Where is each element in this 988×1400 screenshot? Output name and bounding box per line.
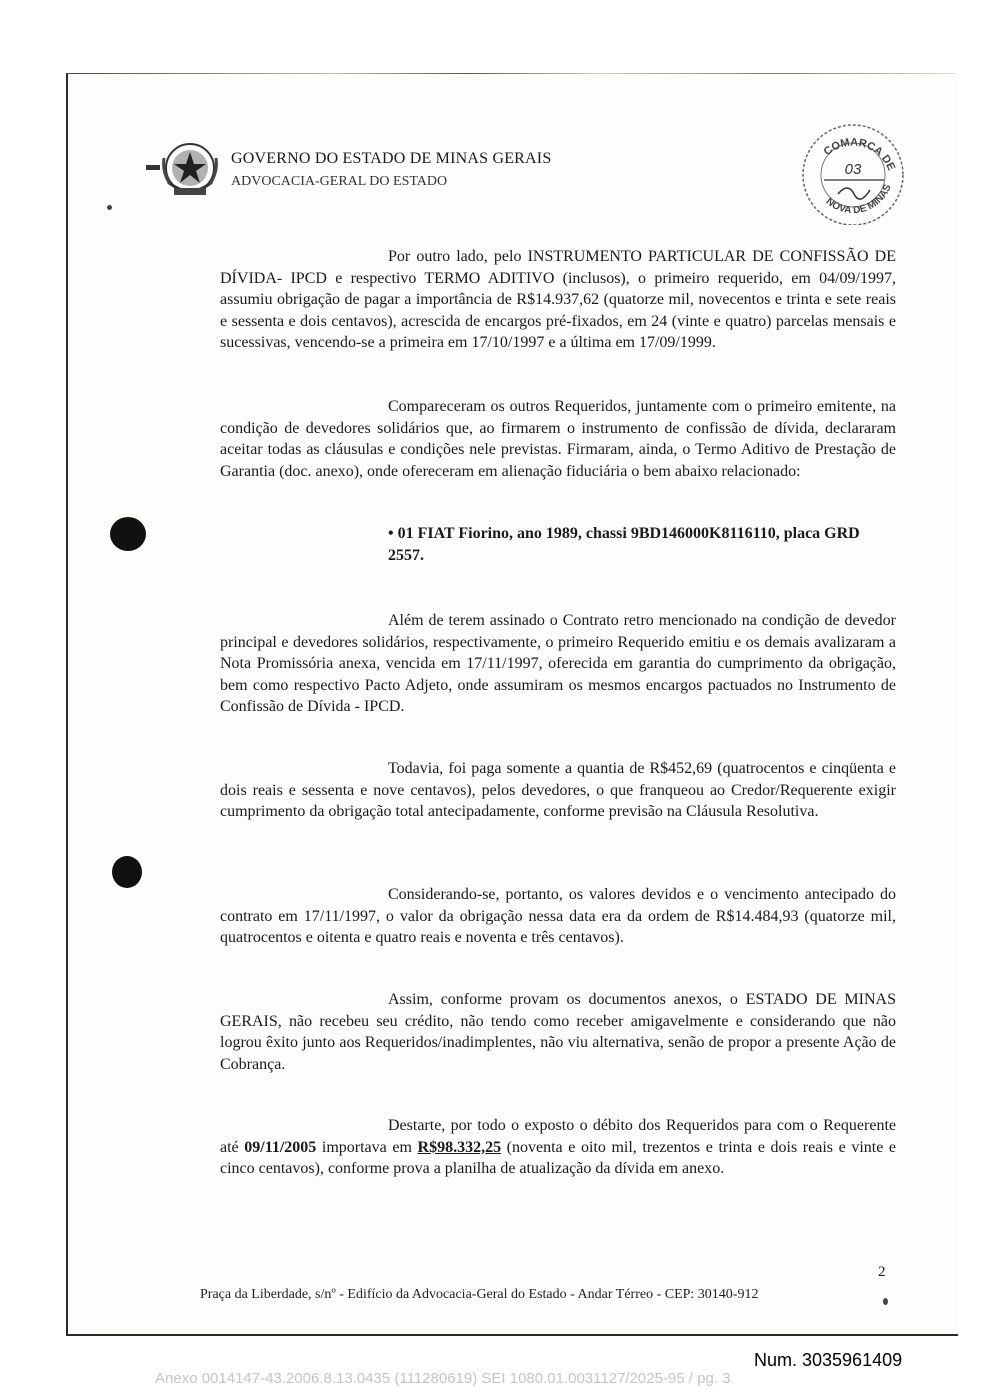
vehicle-item: • 01 FIAT Fiorino, ano 1989, chassi 9BD146000K8116110, placa GRD 2557. — [388, 525, 860, 564]
debt-date: 09/11/2005 — [244, 1138, 317, 1156]
paragraph-7-text-b: importava em — [316, 1138, 418, 1156]
stamp-number: 03 — [844, 161, 862, 178]
scan-mark — [146, 165, 160, 170]
punch-hole — [112, 856, 142, 888]
coat-of-arms-icon — [160, 138, 220, 204]
paragraph-2: Compareceram os outros Requeridos, juntamente com o primeiro emitente, na condição de devedores solidários que, ao firmarem o instrumento de confissão de dívida, declararam aceitar todas as cláusulas e condições nele previstas. Firmaram, ainda, o Termo Aditivo de Prestação de Garantia (doc. anexo), onde ofereceram em alienação fiduciária o bem abaixo relacionado: — [220, 398, 896, 480]
scan-speck — [107, 205, 112, 210]
paragraph-7-text-a: Destarte, por todo o exposto o débito dos Requeridos para com o Requerente até — [220, 1117, 896, 1156]
scan-speck — [883, 1298, 888, 1305]
stamp-top-text: COMARCA DE — [821, 136, 898, 173]
stamp-bottom-text: NOVA DE MINAS — [823, 182, 894, 217]
paragraph-7-text-c: (noventa e oito mil, trezentos e trinta e dois reais e vinte e cinco centavos), conforme prova a planilha de atualização da dívida em anexo. — [220, 1138, 897, 1177]
page-number: 2 — [878, 1264, 886, 1280]
debt-amount: R$98.332,25 — [417, 1138, 502, 1156]
paragraph-3: Além de terem assinado o Contrato retro mencionado na condição de devedor principal e devedores solidários, respectivamente, o primeiro Requerido emitiu e os demais avalizaram a Nota Promissória anexa, vencida em 17/11/1997, oferecida em garantia do cumprimento da obrigação, bem como respectivo Pacto Adjeto, onde assumiram os mesmos encargos pactuados no Instrumento de Confissão de Dívida - IPCD. — [220, 612, 896, 715]
annex-reference: Anexo 0014147-43.2006.8.13.0435 (111280619) SEI 1080.01.0031127/2025-95 / pg. 3 — [155, 1370, 731, 1387]
court-stamp — [798, 120, 908, 225]
paragraph-1: Por outro lado, pelo INSTRUMENTO PARTICULAR DE CONFISSÃO DE DÍVIDA- IPCD e respectivo TERMO ADITIVO (inclusos), o primeiro requerido, em 04/09/1997, assumiu obrigação de pagar a importância de R$14.937,62 (quatorze mil, novecentos e trinta e sete reais e sessenta e dois centavos), acrescida de encargos pré-fixados, em 24 (vinte e quatro) parcelas mensais e sucessivas, vencendo-se a primeira em 17/10/1997 e a última em 17/09/1999. — [220, 248, 896, 351]
header-agency: ADVOCACIA-GERAL DO ESTADO — [231, 174, 448, 189]
paragraph-5: Considerando-se, portanto, os valores devidos e o vencimento antecipado do contrato em 17/11/1997, o valor da obrigação nessa data era da ordem de R$14.484,93 (quatorze mil, quatrocentos e oitenta e quatro reais e noventa e três centavos). — [220, 886, 896, 946]
paragraph-6: Assim, conforme provam os documentos anexos, o ESTADO DE MINAS GERAIS, não recebeu seu crédito, não tendo como receber amigavelmente e considerando que não logrou êxito junto aos Requeridos/inadimplentes, não viu alternativa, senão de propor a presente Ação de Cobrança. — [220, 991, 896, 1073]
punch-hole — [110, 517, 146, 551]
paragraph-4: Todavia, foi paga somente a quantia de R$452,69 (quatrocentos e cinqüenta e dois reais e sessenta e nove centavos), pelos devedores, o que franqueou ao Credor/Requerente exigir cumprimento da obrigação total antecipadamente, conforme previsão na Cláusula Resolutiva. — [220, 760, 896, 820]
header-government: GOVERNO DO ESTADO DE MINAS GERAIS — [231, 150, 552, 167]
document-number: Num. 3035961409 — [754, 1350, 903, 1370]
paragraph-7 — [220, 1115, 896, 1180]
footer-address: Praça da Liberdade, s/nº - Edifício da Advocacia-Geral do Estado - Andar Térreo - CEP: 30140-912 — [200, 1287, 759, 1302]
